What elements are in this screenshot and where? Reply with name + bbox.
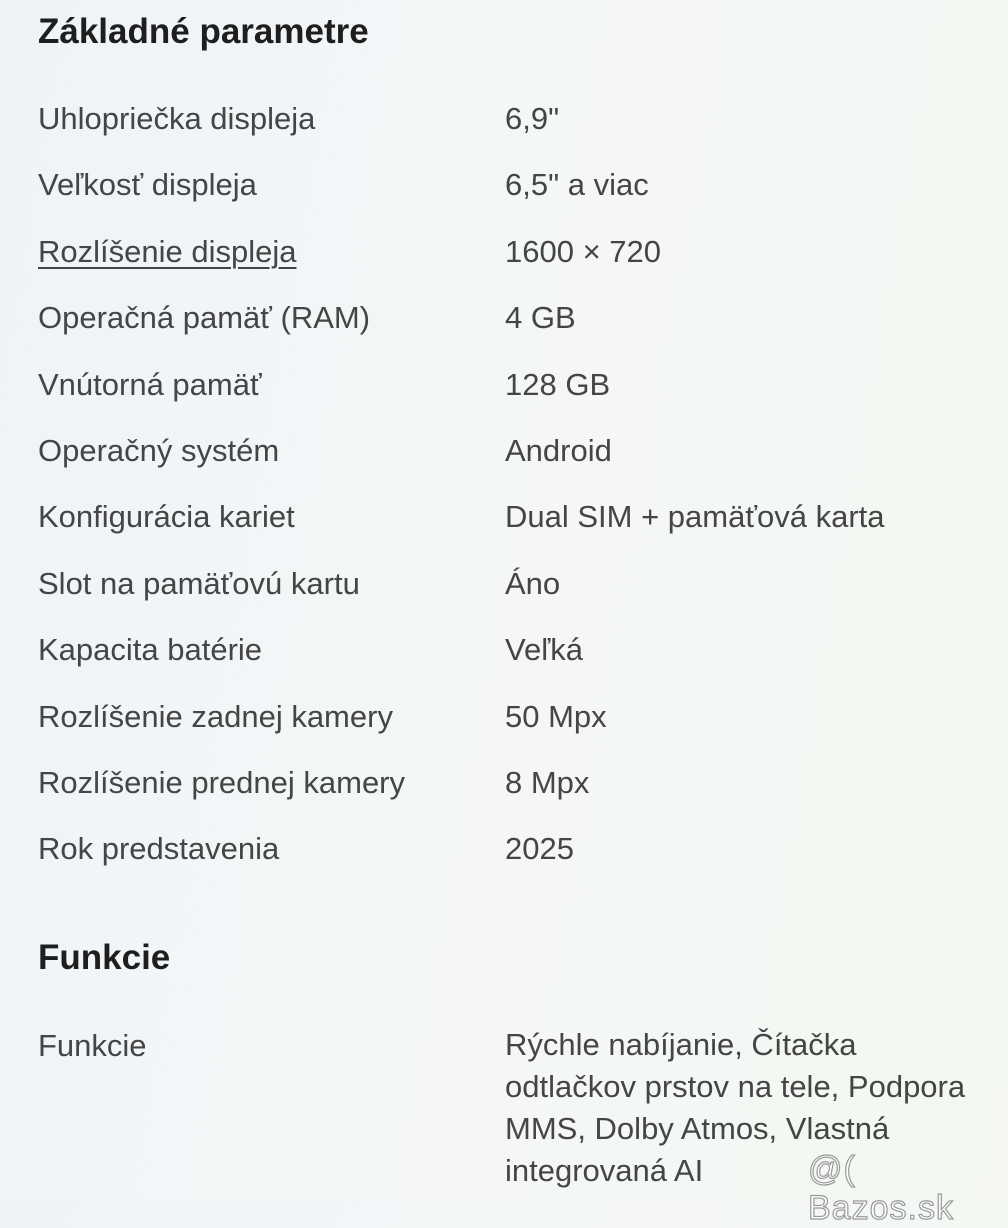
spec-row bbox=[38, 97, 998, 141]
spec-row bbox=[38, 230, 998, 274]
spec-value: 128 GB bbox=[505, 366, 611, 402]
spec-row bbox=[38, 163, 998, 207]
spec-label: Rozlíšenie prednej kamery bbox=[38, 765, 406, 800]
spec-row bbox=[38, 296, 998, 340]
spec-label: Veľkosť displeja bbox=[38, 167, 257, 203]
spec-row bbox=[38, 562, 998, 606]
spec-label: Uhlopriečka displeja bbox=[38, 101, 316, 136]
spec-value: 6,5" a viac bbox=[505, 167, 649, 203]
spec-value: Áno bbox=[505, 565, 561, 601]
spec-label: Rozlíšenie zadnej kamery bbox=[38, 698, 393, 734]
spec-label: Funkcie bbox=[38, 1028, 147, 1063]
spec-label: Rok predstavenia bbox=[38, 831, 280, 867]
spec-row bbox=[38, 695, 998, 739]
spec-row bbox=[38, 827, 998, 871]
spec-value: 50 Mpx bbox=[505, 698, 607, 734]
spec-label: Vnútorná pamäť bbox=[38, 366, 262, 402]
spec-value-features: Rýchle nabíjanie, Čítačka odtlačkov prstov na tele, Podpora MMS, Dolby Atmos, Vlastná integrovaná AI bbox=[505, 1027, 966, 1188]
spec-value: 6,9" bbox=[505, 101, 560, 136]
spec-value: Veľká bbox=[505, 632, 583, 668]
spec-row bbox=[38, 363, 998, 407]
bazos-watermark: @( Bazos.sk bbox=[808, 1150, 954, 1227]
spec-value: 8 Mpx bbox=[505, 765, 590, 800]
spec-label: Konfigurácia kariet bbox=[38, 499, 295, 535]
spec-row bbox=[38, 628, 998, 672]
spec-row bbox=[38, 429, 998, 473]
spec-value: Android bbox=[505, 433, 612, 468]
spec-label: Operačná pamäť (RAM) bbox=[38, 300, 371, 336]
spec-row bbox=[38, 761, 998, 805]
spec-value: 4 GB bbox=[505, 300, 576, 336]
spec-value: 1600 × 720 bbox=[505, 233, 662, 269]
spec-label: Operačný systém bbox=[38, 433, 280, 468]
spec-row bbox=[38, 495, 998, 539]
spec-value: Dual SIM + pamäťová karta bbox=[505, 499, 885, 535]
spec-label: Kapacita batérie bbox=[38, 632, 263, 668]
section-title-features: Funkcie bbox=[38, 938, 171, 977]
spec-value: 2025 bbox=[505, 831, 574, 867]
section-title-basic-parameters: Základné parametre bbox=[38, 12, 369, 51]
spec-label-link[interactable]: Rozlíšenie displeja bbox=[38, 233, 297, 269]
spec-label: Slot na pamäťovú kartu bbox=[38, 565, 360, 601]
